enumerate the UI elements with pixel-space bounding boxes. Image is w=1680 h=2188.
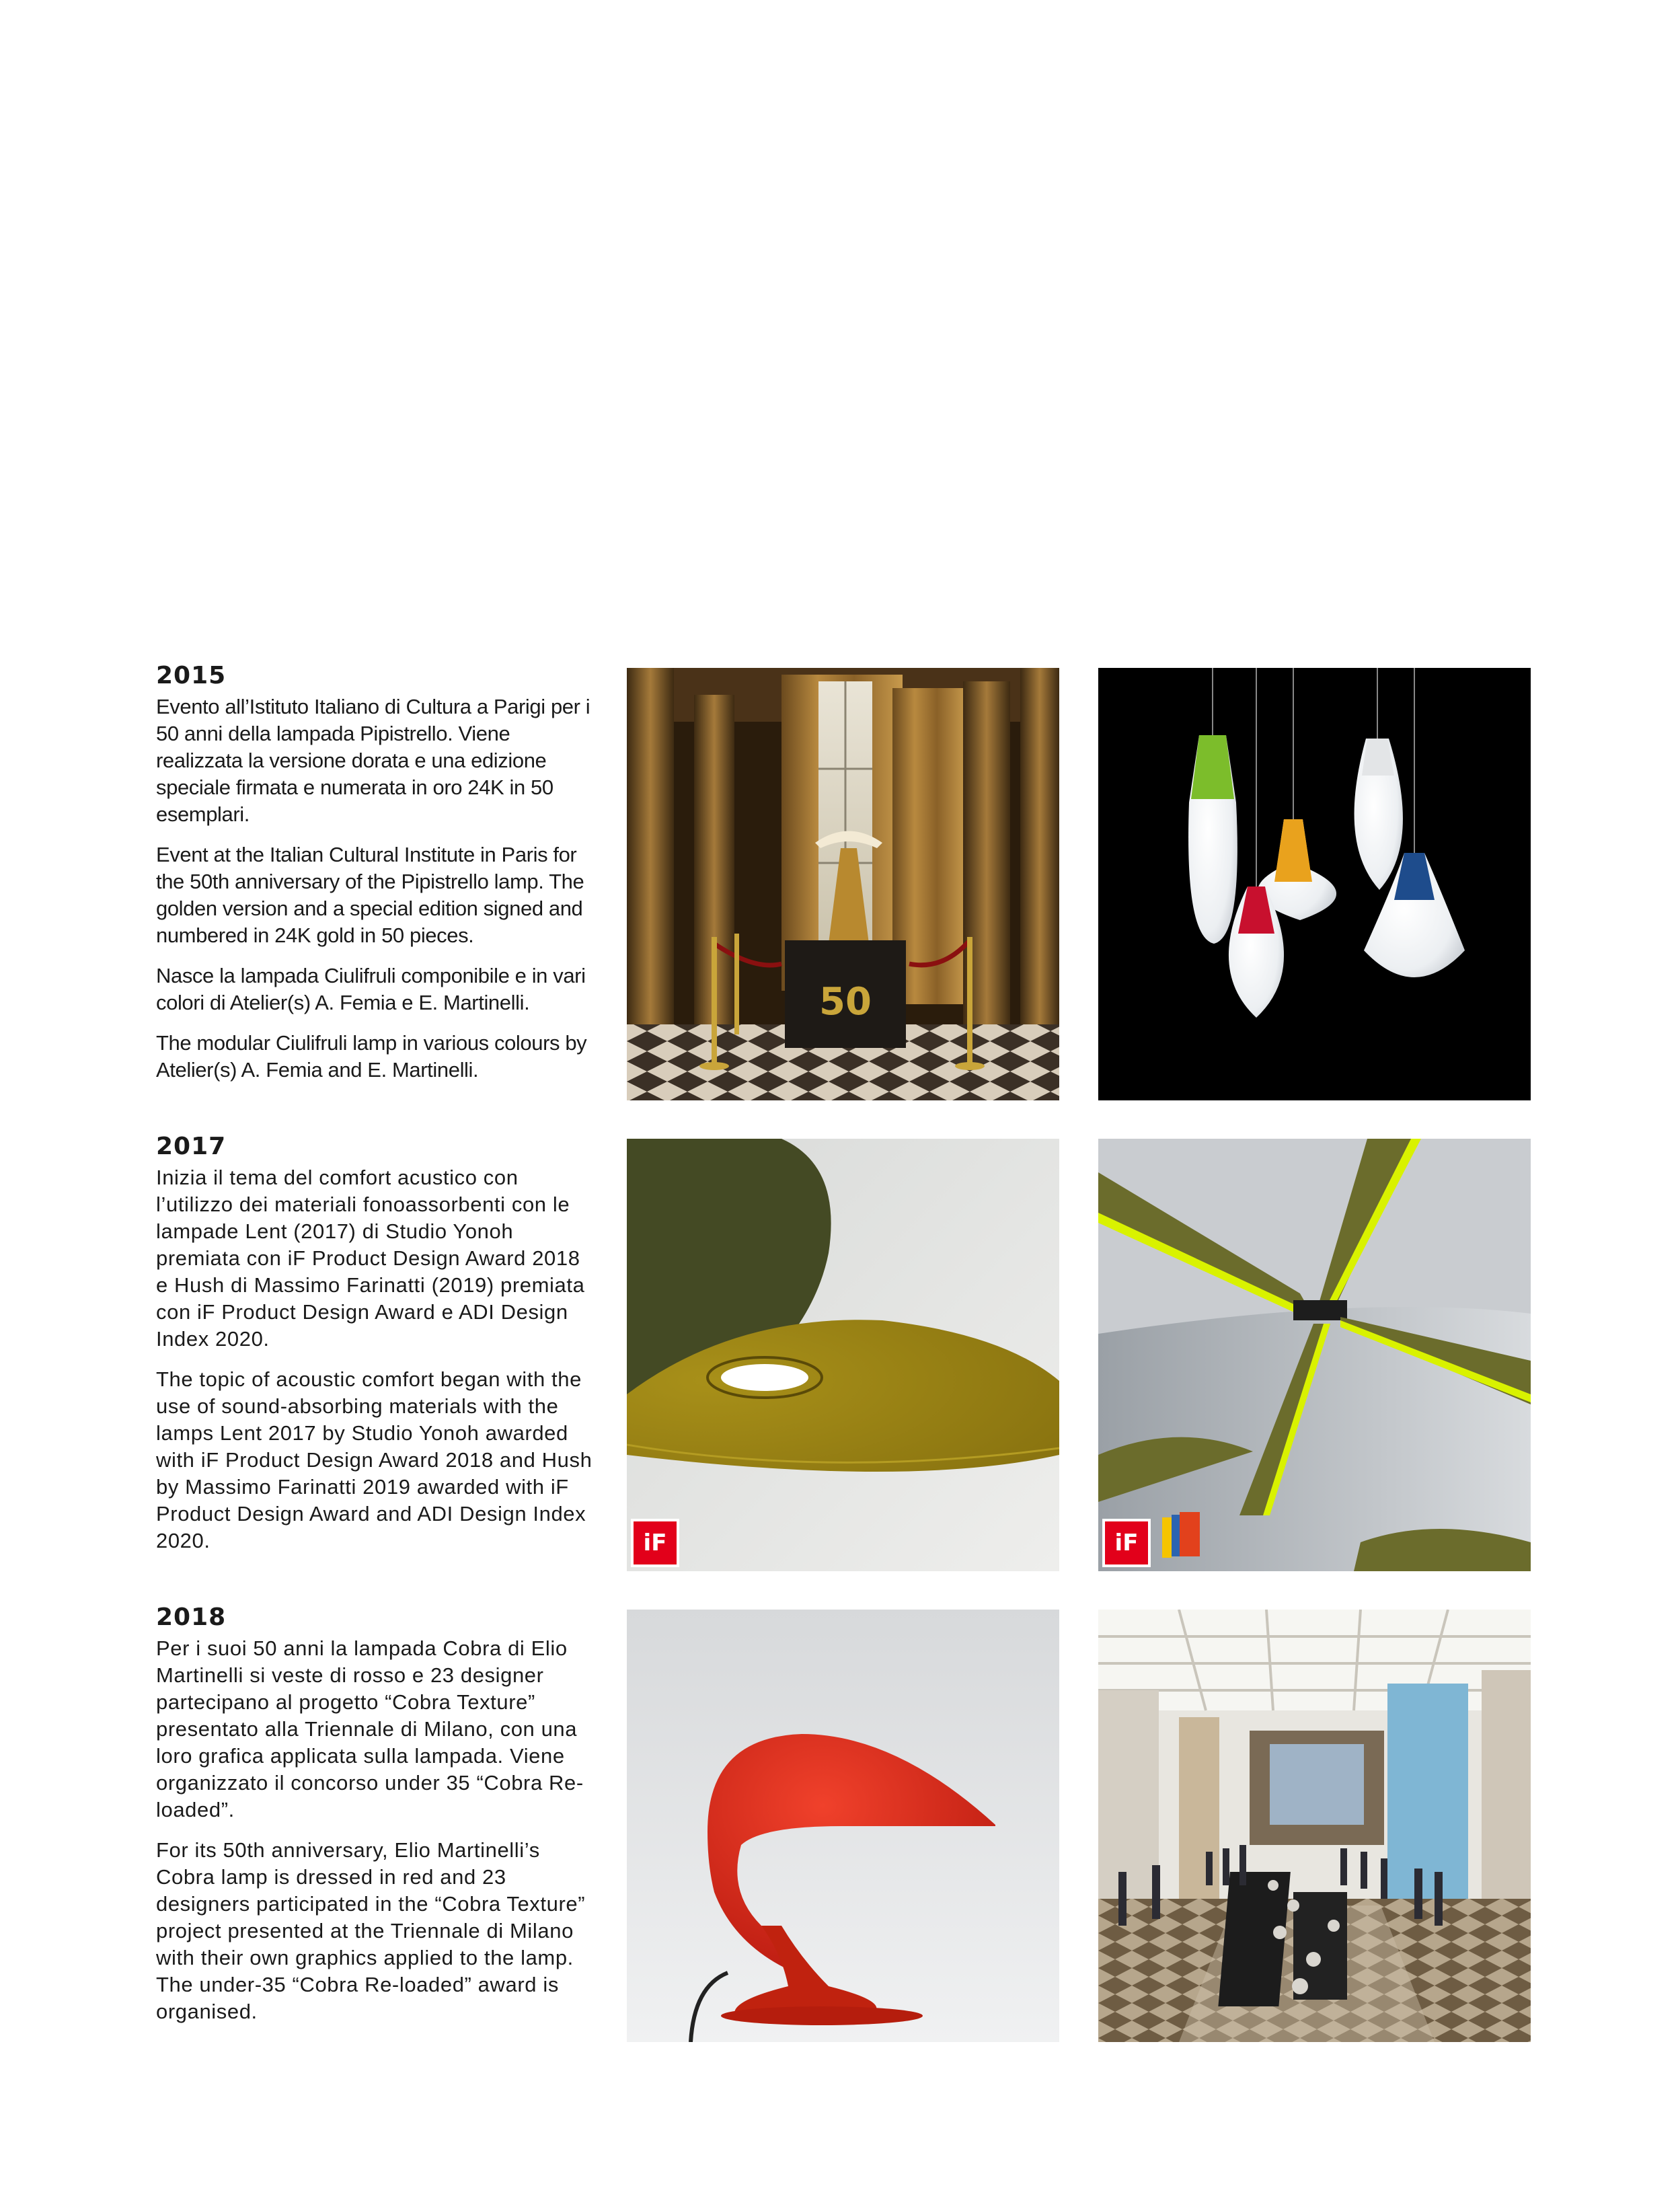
paragraph-en: The modular Ciulifruli lamp in various colours by Atelier(s) A. Femia and E. Martinelli.: [156, 1031, 587, 1082]
photo-lent-lamp: [627, 1139, 1059, 1571]
year-heading: 2018: [156, 1604, 227, 1631]
paragraph-it: Per i suoi 50 anni la lampada Cobra di Elio Martinelli si veste di rosso e 23 designer partecipano al progetto “Cobra Texture” presentato alla Triennale di Milano, con una loro grafica applicata sulla lampada. Viene organizzato il concorso under 35 “Cobra Re-loaded”.: [156, 1636, 584, 1821]
if-badge-text: iF: [643, 1530, 667, 1556]
paragraph-en: Event at the Italian Cultural Institute in Paris for the 50th anniversary of the Pipistrello lamp. The golden version and a special edition signed and numbered in 24K gold in 50 pieces.: [156, 843, 584, 947]
paragraph-it: Evento all’Istituto Italiano di Cultura a Parigi per i 50 anni della lampada Pipistrello. Viene realizzata la versione dorata e una edizione speciale firmata e numerata in oro 24K in 50 esemplari.: [156, 695, 590, 826]
if-award-badge: [1102, 1519, 1151, 1567]
paragraph-en: The topic of acoustic comfort began with the use of sound-absorbing materials with the lamps Lent 2017 by Studio Yonoh awarded with iF Product Design Award 2018 and Hush by Massimo Farinatti 2019 awarded with iF Product Design Award and ADI Design Index 2020.: [156, 1367, 593, 1552]
section-2017: [156, 1133, 593, 1568]
section-2015: [156, 663, 593, 1097]
if-award-badge: [631, 1519, 679, 1567]
paragraph-it: Inizia il tema del comfort acustico con l’utilizzo dei materiali fonoassorbenti con le lampade Lent (2017) di Studio Yonoh premiata con iF Product Design Award 2018 e Hush di Massimo Farinatti (2019) premiata con iF Product Design Award e ADI Design Index 2020.: [156, 1166, 585, 1351]
year-heading: 2015: [156, 662, 227, 689]
pedestal-number-label: 50: [819, 980, 872, 1024]
paragraph-it: Nasce la lampada Ciulifruli componibile e in vari colori di Atelier(s) A. Femia e E. Martinelli.: [156, 964, 586, 1014]
photo-cobra-lamp: [627, 1610, 1059, 2042]
if-badge-text: iF: [1114, 1530, 1139, 1556]
year-heading: 2017: [156, 1133, 227, 1160]
photo-ciulifruli-lamps: [1098, 668, 1531, 1100]
photo-hush-installation: [1098, 1139, 1531, 1571]
paragraph-en: For its 50th anniversary, Elio Martinelli’s Cobra lamp is dressed in red and 23 designers participated in the “Cobra Texture” project presented at the Triennale di Milano with their own graphics applied to the lamp. The under-35 “Cobra Re-loaded” award is organised.: [156, 1838, 586, 2023]
photo-pipistrello-paris: [627, 668, 1059, 1100]
photo-triennale-exhibition: [1098, 1610, 1531, 2042]
adi-award-mark: [1162, 1512, 1202, 1560]
section-2018: [156, 1604, 593, 2039]
